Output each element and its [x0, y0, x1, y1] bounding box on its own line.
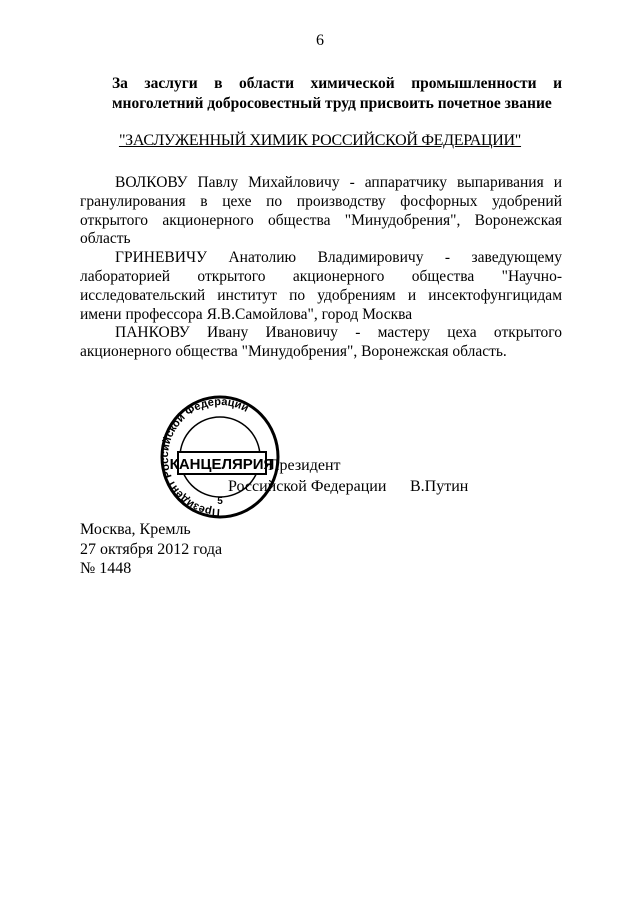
awardee-volkov [80, 174, 562, 249]
page-number: 6 [316, 32, 324, 49]
awardee-line: ГРИНЕВИЧУ Анатолию Владимировичу - заведующему [115, 249, 562, 267]
decree-heading [112, 74, 562, 114]
awardee-pankov [80, 324, 562, 362]
place-date-block [80, 520, 222, 579]
signatory-name: В.Путин [410, 478, 469, 495]
awardee-line: лабораторией открытого акционерного общества "Научно- [80, 267, 562, 285]
awardee-line: ПАНКОВУ Ивану Ивановичу - мастеру цеха открытого [115, 324, 562, 342]
awardee-line: область [80, 230, 131, 248]
seal-center-text: КАНЦЕЛЯРИЯ [169, 456, 275, 473]
awardee-line: гранулирования в цехе по производству фосфорных удобрений [80, 192, 562, 210]
date: 27 октября 2012 года [80, 540, 223, 558]
seal-ring-text: Президент Российской Федерации [158, 395, 251, 519]
awardee-line: открытого акционерного общества "Минудобрения", Воронежская [80, 211, 562, 229]
awardee-grinevich [80, 249, 562, 324]
awardee-line: ВОЛКОВУ Павлу Михайловичу - аппаратчику выпаривания и [115, 174, 562, 191]
signature-block [228, 455, 498, 497]
signatory-position-1: Президент [268, 457, 341, 474]
awardee-line: акционерного общества "Минудобрения", Воронежская область. [80, 343, 507, 361]
awardee-list [80, 174, 562, 362]
seal-number: 5 [217, 496, 223, 507]
heading-line-1: За заслуги в области химической промышленности и [112, 75, 562, 92]
decree-number: № 1448 [80, 560, 132, 577]
place: Москва, Кремль [80, 521, 191, 538]
awardee-line: имени профессора Я.В.Самойлова", город Москва [80, 305, 413, 323]
signatory-position-2: Российской Федерации [228, 478, 387, 495]
awardee-line: исследовательский институт по удобрениям и инсектофунгицидам [80, 286, 562, 304]
honorary-title: "ЗАСЛУЖЕННЫЙ ХИМИК РОССИЙСКОЙ ФЕДЕРАЦИИ" [118, 132, 522, 149]
heading-line-2: многолетний добросовестный труд присвоить почетное звание [112, 95, 552, 112]
